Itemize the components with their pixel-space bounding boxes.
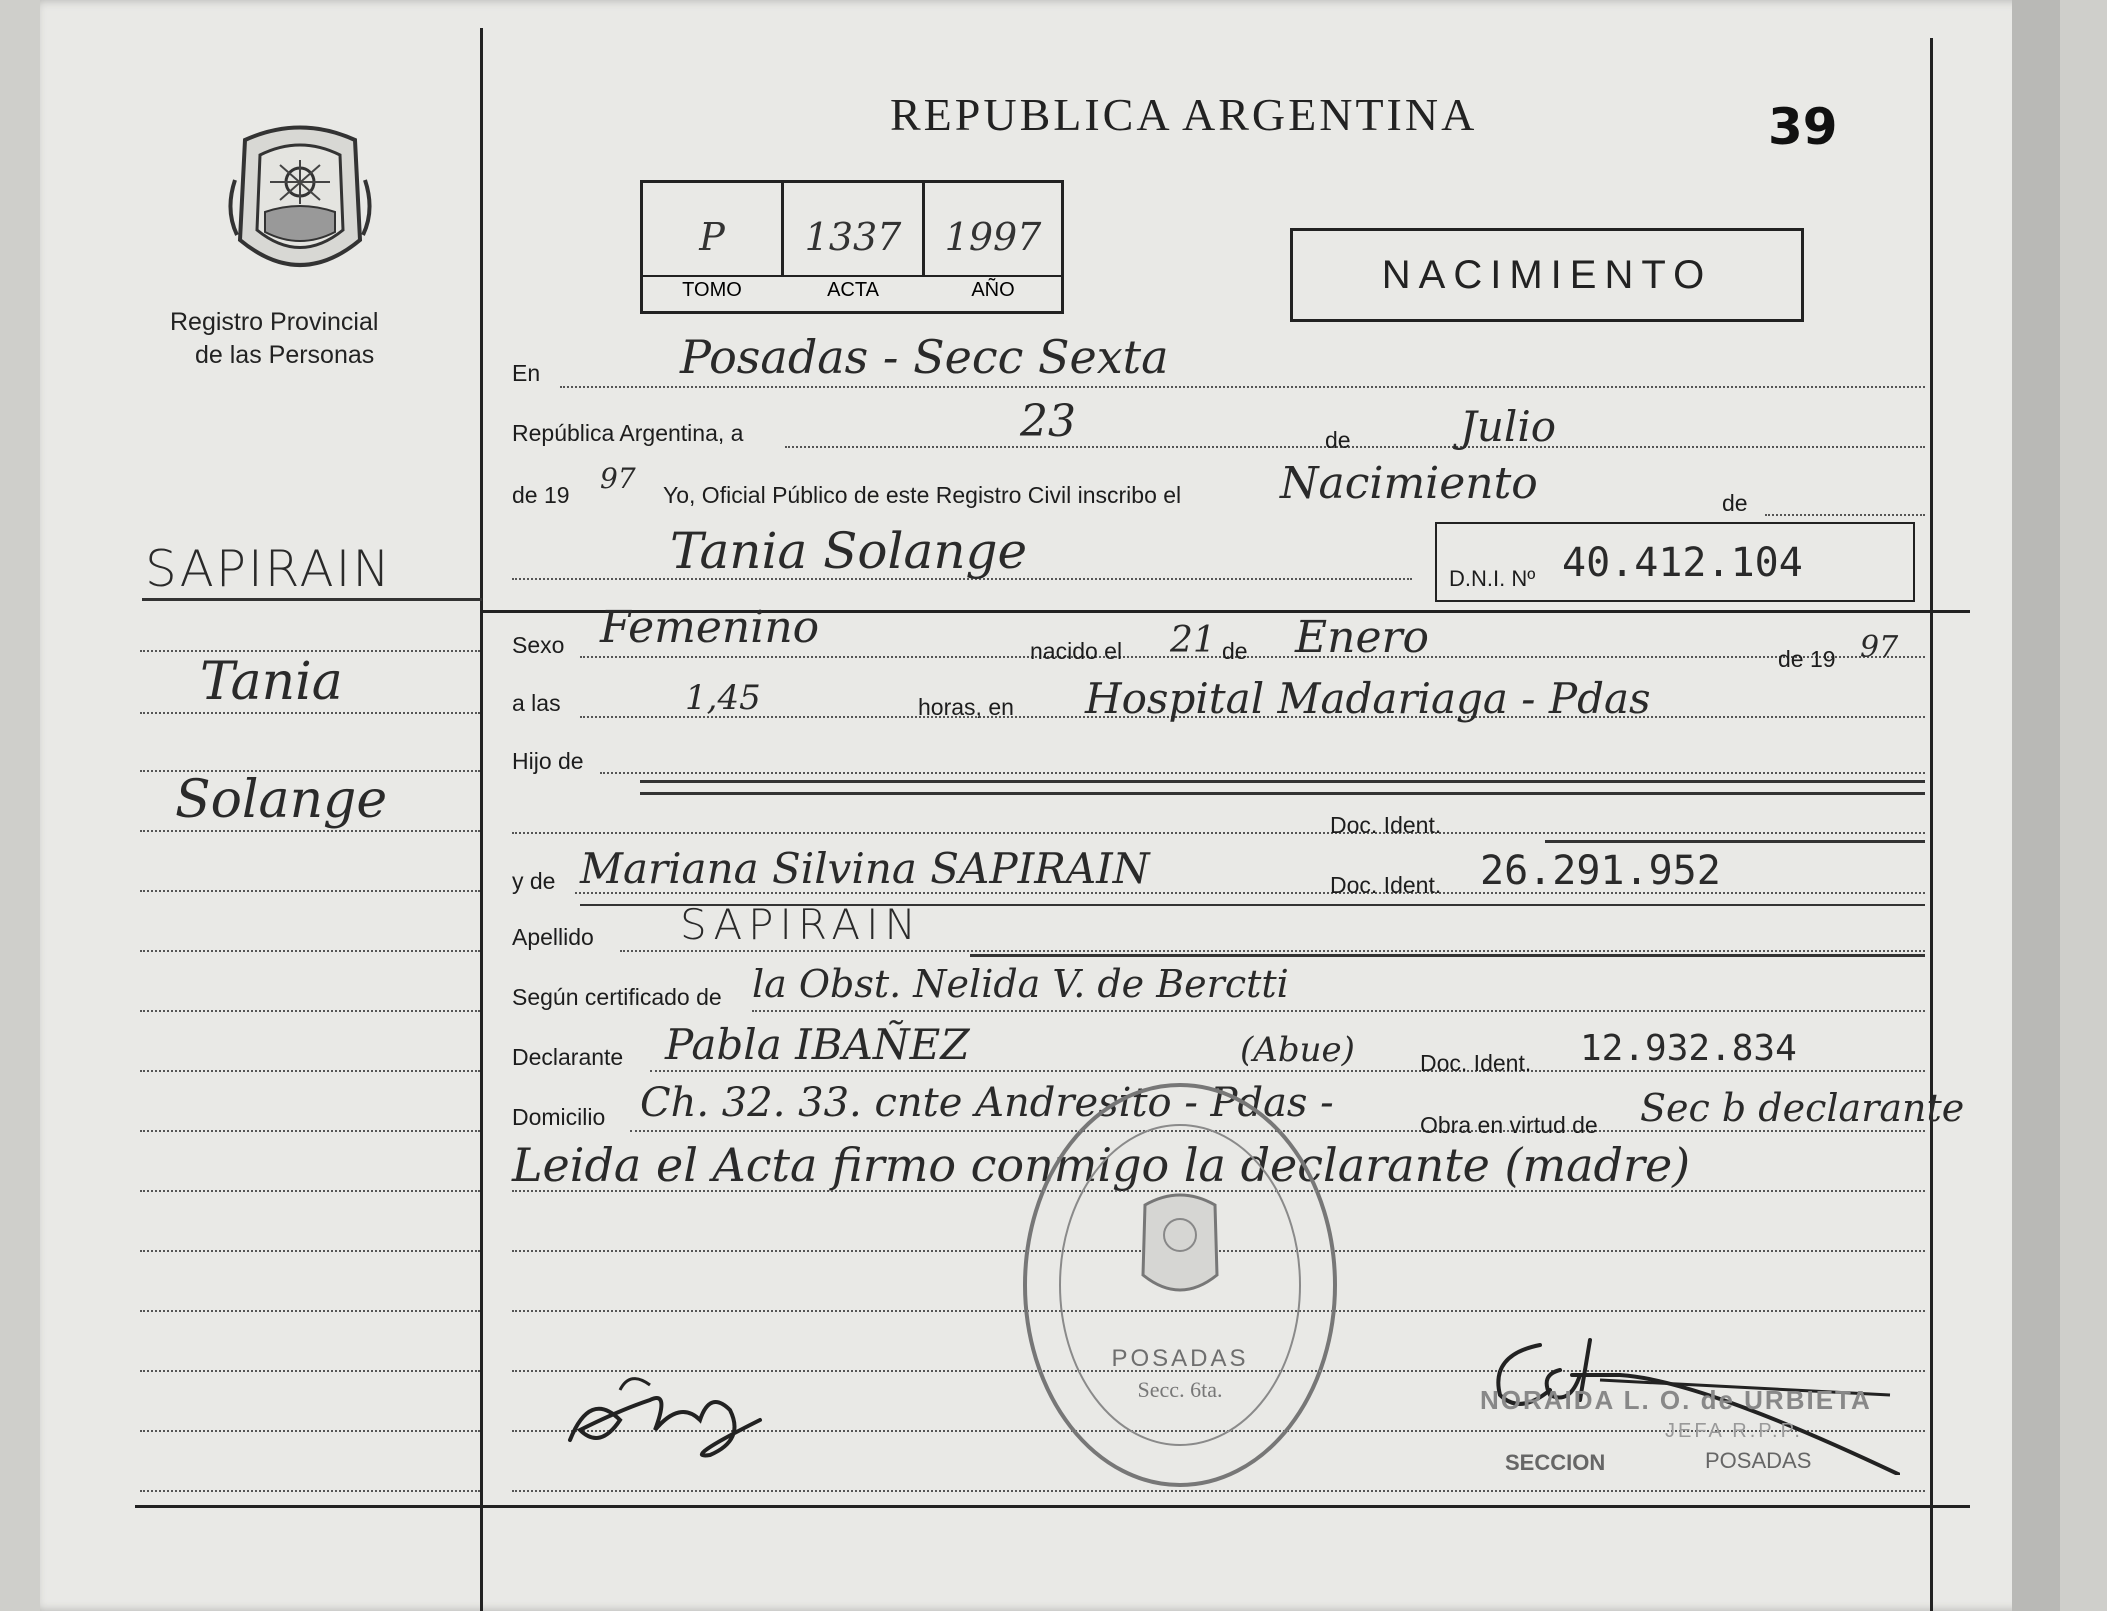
declarante-doc-value: 12.932.834 <box>1580 1028 1797 1069</box>
margin-dotted-line <box>140 1490 480 1492</box>
ano-cell <box>925 183 1061 275</box>
sexo-label: Sexo <box>512 632 565 658</box>
obra-value: Sec b declarante <box>1640 1086 1965 1130</box>
hijo-label: Hijo de <box>512 748 584 774</box>
domicilio-value: Ch. 32. 33. cnte Andresito - Pdas - <box>640 1080 1334 1126</box>
registry-name-line1: Registro Provincial <box>170 308 379 336</box>
cancel-line <box>640 792 1925 795</box>
official-role: JEFA R.P.P. <box>1665 1420 1803 1442</box>
record-number-box <box>640 180 1064 314</box>
place-value: Hospital Madariaga - Pdas <box>1085 674 1651 723</box>
margin-dotted-line <box>140 1370 480 1372</box>
acta-cell <box>784 183 925 275</box>
margin-dotted-line <box>140 1190 480 1192</box>
doc-label-1: Doc. Ident. <box>1330 812 1442 838</box>
ano-label: AÑO <box>971 279 1015 301</box>
column-divider <box>480 28 483 1611</box>
box-divider <box>643 275 1061 277</box>
cancel-line <box>640 780 1925 783</box>
de-label-2: de <box>1722 490 1748 516</box>
page-number: 39 <box>1768 98 1838 156</box>
mother-name-value: Mariana Silvina SAPIRAIN <box>580 844 1150 893</box>
certificate-page <box>40 0 2060 1611</box>
right-border <box>1930 38 1933 1611</box>
republica-label: República Argentina, a <box>512 420 744 446</box>
registry-name-line2: de las Personas <box>195 341 375 369</box>
stamp-city: POSADAS <box>1111 1345 1249 1372</box>
dotted-line <box>600 772 1925 774</box>
official-stamp <box>1015 1075 1345 1495</box>
margin-dotted-line <box>140 712 480 714</box>
declarante-value: Pabla IBAÑEZ <box>665 1020 970 1069</box>
dotted-line <box>620 950 1925 952</box>
obra-label: Obra en virtud de <box>1420 1112 1598 1138</box>
record-type: NACIMIENTO <box>1381 253 1713 297</box>
de19-label: de 19 <box>512 482 570 508</box>
provincial-emblem-icon <box>225 120 375 280</box>
dotted-line <box>785 446 1925 448</box>
tomo-label: TOMO <box>682 279 742 301</box>
dotted-line <box>650 1070 1925 1072</box>
acta-label: ACTA <box>827 279 879 301</box>
doc-label-3: Doc. Ident. <box>1420 1050 1532 1076</box>
de-label: de <box>1325 427 1351 453</box>
stamp-section: Secc. 6ta. <box>1137 1377 1223 1402</box>
child-name-value: Tania Solange <box>670 522 1028 580</box>
acta-value: 1337 <box>804 215 902 259</box>
margin-surname: SAPIRAIN <box>145 540 392 598</box>
inscription-value: Nacimiento <box>1280 458 1538 509</box>
birth-day-value: 21 <box>1170 620 1216 661</box>
tomo-value: P <box>699 215 725 259</box>
margin-dotted-line <box>140 1130 480 1132</box>
apellido-label: Apellido <box>512 924 594 950</box>
dni-label: D.N.I. Nº <box>1449 566 1536 591</box>
official-name: NORAIDA L. O. de URBIETA <box>1480 1385 1872 1415</box>
dotted-line <box>752 1010 1925 1012</box>
page-edge <box>2012 0 2060 1611</box>
yde-label: y de <box>512 868 556 894</box>
year-value: 97 <box>600 462 636 495</box>
stamp-ring-icon <box>1015 1075 1345 1495</box>
en-label: En <box>512 360 541 386</box>
margin-second-name: Solange <box>175 770 388 830</box>
a-las-label: a las <box>512 690 561 716</box>
sexo-value: Femenino <box>600 602 820 653</box>
record-type-box <box>1290 228 1804 322</box>
margin-dotted-line <box>140 1070 480 1072</box>
nacido-label: nacido el <box>1030 638 1123 664</box>
leida-value: Leida el Acta firmo conmigo la declarante (madre) <box>512 1138 1691 1192</box>
dotted-line <box>560 386 1925 388</box>
mother-doc-value: 26.291.952 <box>1480 848 1721 894</box>
official-posadas: POSADAS <box>1705 1448 1812 1473</box>
de-label-3: de <box>1222 638 1248 664</box>
margin-dotted-line <box>140 1010 480 1012</box>
margin-dotted-line <box>140 1310 480 1312</box>
birth-month-value: Enero <box>1295 612 1430 663</box>
ano-value: 1997 <box>944 215 1042 259</box>
dotted-line <box>580 656 1925 658</box>
declarante-relation: (Abue) <box>1240 1030 1355 1070</box>
official-seccion: SECCION <box>1505 1450 1606 1475</box>
margin-dotted-line <box>140 1430 480 1432</box>
margin-dotted-line <box>140 830 480 832</box>
margin-dotted-line <box>140 1250 480 1252</box>
day-value: 23 <box>1020 396 1076 447</box>
margin-underline <box>142 598 482 601</box>
segun-value: la Obst. Nelida V. de Berctti <box>752 962 1289 1006</box>
hour-value: 1,45 <box>685 678 761 718</box>
segun-label: Según certificado de <box>512 984 722 1010</box>
declarante-label: Declarante <box>512 1044 624 1070</box>
dotted-line <box>512 832 1925 834</box>
month-value: Julio <box>1460 402 1557 451</box>
dotted-line <box>1765 514 1925 516</box>
en-value: Posadas - Secc Sexta <box>680 330 1169 384</box>
domicilio-label: Domicilio <box>512 1104 606 1130</box>
tomo-cell <box>643 183 784 275</box>
margin-first-name: Tania <box>200 652 343 712</box>
horas-label: horas, en <box>918 694 1014 720</box>
margin-dotted-line <box>140 950 480 952</box>
dni-value: 40.412.104 <box>1562 540 1803 586</box>
de19-label-2: de 19 <box>1778 646 1836 672</box>
country-title: REPUBLICA ARGENTINA <box>890 89 1478 140</box>
dni-box <box>1435 522 1915 602</box>
margin-dotted-line <box>140 890 480 892</box>
cancel-line <box>970 954 1925 957</box>
apellido-value: SAPIRAIN <box>680 900 922 949</box>
doc-label-2: Doc. Ident. <box>1330 872 1442 898</box>
declarant-signature-icon <box>560 1360 780 1470</box>
official-label: Yo, Oficial Público de este Registro Civil inscribo el <box>663 482 1182 508</box>
bottom-border <box>135 1505 1970 1508</box>
cancel-line <box>1545 840 1925 843</box>
birth-year-value: 97 <box>1860 630 1899 665</box>
